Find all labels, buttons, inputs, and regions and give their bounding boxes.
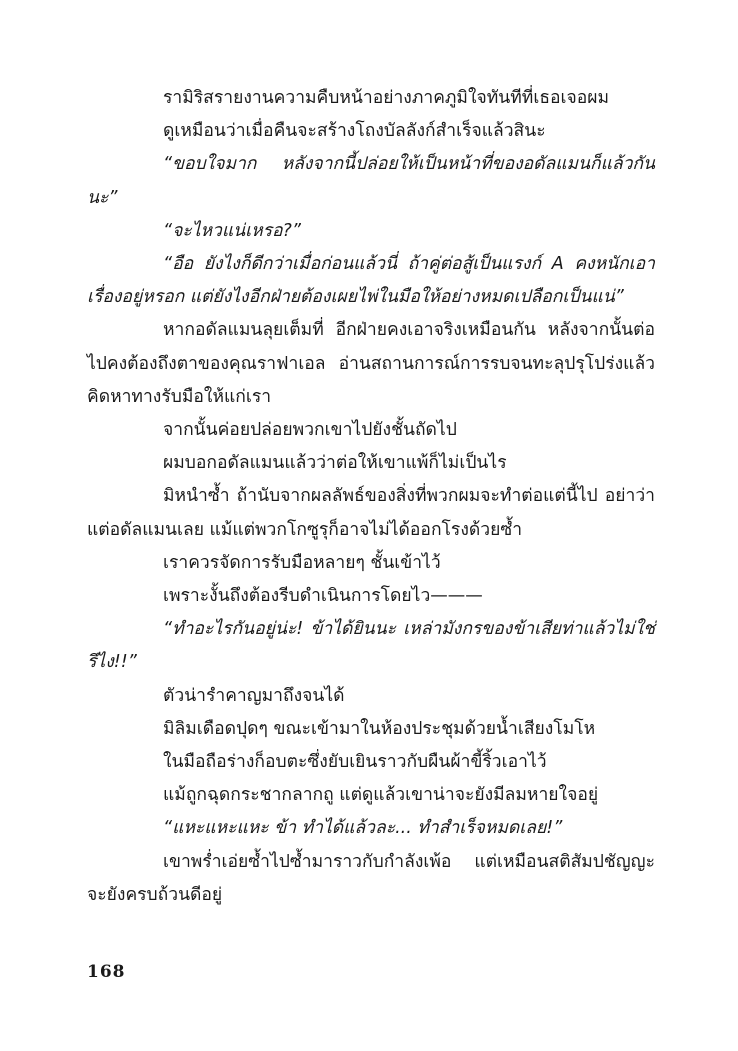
- narration-paragraph: ในมือถือร่างก็อบตะซึ่งยับเยินราวกับผืนผ้าขี้ริ้วเอาไว้: [163, 752, 547, 773]
- narration-paragraph: จากนั้นค่อยปล่อยพวกเขาไปยังชั้นถัดไป: [163, 420, 457, 441]
- narration-paragraph: รามิริสรายงานความคืบหน้าอย่างภาคภูมิใจทันทีที่เธอเจอผม: [163, 88, 610, 108]
- narration-paragraph: เขาพร่ำเอ่ยซ้ำไปซ้ำมาราวกับกำลังเพ้อ แต่เหมือนสติสัมปชัญญะจะยังครบถ้วนดีอยู่: [87, 851, 655, 905]
- dialogue-paragraph: “แหะแหะแหะ ข้า ทำได้แล้วละ... ทำสำเร็จหมดเลย!”: [163, 818, 563, 839]
- dialogue-paragraph: “จะไหวแน่เหรอ?”: [163, 220, 301, 241]
- dialogue-paragraph: “ขอบใจมาก หลังจากนี้ปล่อยให้เป็นหน้าที่ของอดัลแมนก็แล้วกันนะ”: [87, 154, 655, 208]
- narration-paragraph: แม้ถูกฉุดกระชากลากถู แต่ดูแล้วเขาน่าจะยังมีลมหายใจอยู่: [163, 785, 599, 806]
- narration-paragraph: เพราะงั้นถึงต้องรีบดำเนินการโดยไว———: [163, 586, 483, 607]
- narration-paragraph: ตัวน่ารำคาญมาถึงจนได้: [163, 685, 345, 706]
- body-text: [87, 82, 655, 912]
- narration-paragraph: มิลิมเดือดปุดๆ ขณะเข้ามาในห้องประชุมด้วยน้ำเสียงโมโห: [163, 718, 596, 739]
- narration-paragraph: หากอดัลแมนลุยเต็มที่ อีกฝ่ายคงเอาจริงเหมือนกัน หลังจากนั้นต่อไปคงต้องถึงตาของคุณราฟาเอล อ่านสถานการณ์การรบจนทะลุปรุโปร่งแล้วคิดหาทางรับมือให้แก่เรา: [87, 320, 655, 407]
- narration-paragraph: ดูเหมือนว่าเมื่อคืนจะสร้างโถงบัลลังก์สำเร็จแล้วสินะ: [163, 121, 546, 142]
- narration-paragraph: เราควรจัดการรับมือหลายๆ ชั้นเข้าไว้: [163, 552, 441, 573]
- narration-paragraph: มิหนำซ้ำ ถ้านับจากผลลัพธ์ของสิ่งที่พวกผมจะทำต่อแต่นี้ไป อย่าว่าแต่อดัลแมนเลย แม้แต่พวกโกซูรุก็อาจไม่ได้ออกโรงด้วยซ้ำ: [87, 486, 655, 540]
- dialogue-paragraph: “ทำอะไรกันอยู่น่ะ! ข้าได้ยินนะ เหล่ามังกรของข้าเสียท่าแล้วไม่ใช่รึไง!!”: [87, 619, 655, 673]
- narration-paragraph: ผมบอกอดัลแมนแล้วว่าต่อให้เขาแพ้ก็ไม่เป็นไร: [163, 453, 507, 474]
- dialogue-paragraph: “อือ ยังไงก็ดีกว่าเมื่อก่อนแล้วนี่ ถ้าคู่ต่อสู้เป็นแรงก์ A คงหนักเอาเรื่องอยู่หรอก แต่ยังไงอีกฝ่ายต้องเผยไพ่ในมือให้อย่างหมดเปลือกเป็นแน่”: [87, 254, 655, 308]
- page-number: 168: [87, 962, 126, 982]
